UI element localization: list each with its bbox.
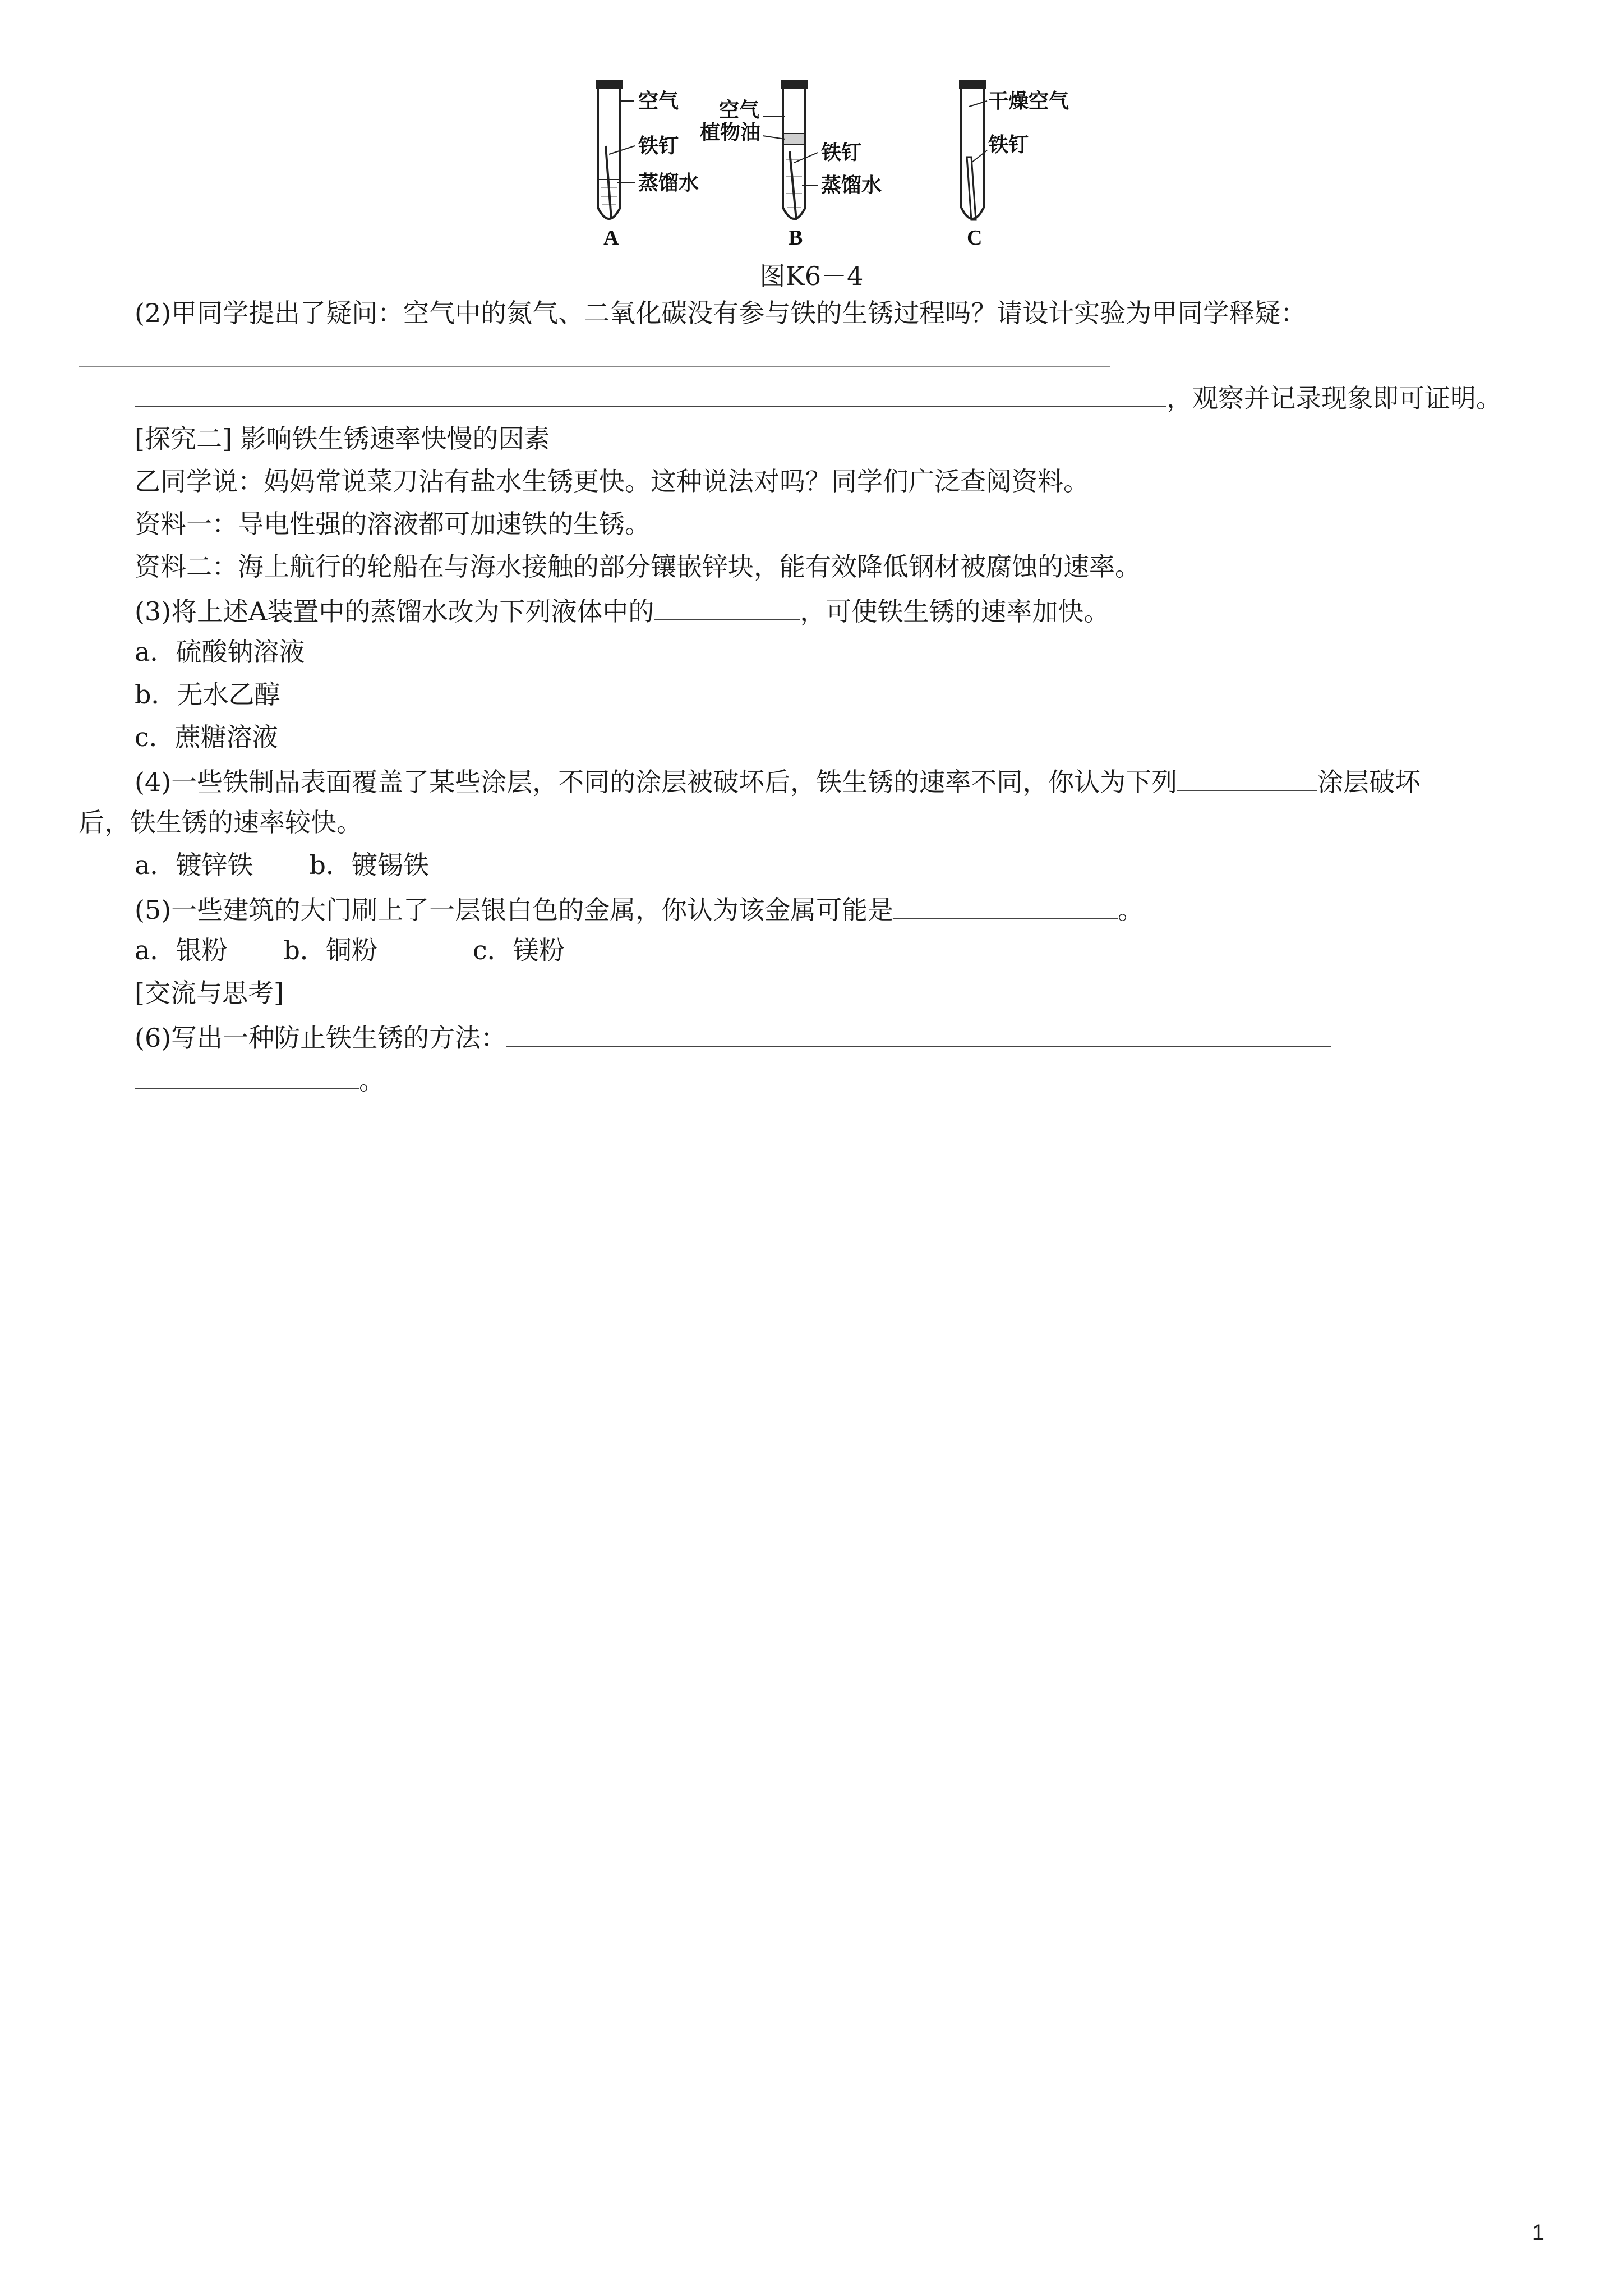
tube-a-letter: A (603, 226, 619, 250)
q3-suffix: ，可使铁生锈的速率加快。 (800, 596, 1110, 627)
q3-prefix: (3)将上述A装置中的蒸馏水改为下列液体中的 (135, 596, 654, 627)
q3-option-c: c．蔗糖溶液 (135, 722, 278, 752)
tube-c-glass (961, 89, 984, 219)
page-number: 1 (1532, 2220, 1544, 2245)
q4-option-b: b．镀锡铁 (309, 850, 429, 880)
q2-answer-blank[interactable] (135, 379, 1166, 407)
tube-b-label-oil: 植物油 (700, 121, 761, 144)
q5-text (135, 891, 1144, 927)
q5-prefix: (5)一些建筑的大门刷上了一层银白色的金属，你认为该金属可能是 (135, 895, 894, 925)
q4-text (135, 763, 1421, 799)
tube-a-label-water: 蒸馏水 (638, 172, 699, 195)
q5-suffix: 。 (1118, 895, 1144, 925)
q5-option-a: a．银粉 (135, 935, 228, 965)
tube-c-stopper (959, 80, 986, 89)
tube-a (596, 80, 699, 250)
q6-answer-blank[interactable] (506, 1019, 1331, 1047)
q4-options (135, 848, 429, 882)
material-one: 资料一：导电性强的溶液都可加速铁的生锈。 (135, 509, 651, 539)
tube-b-oil-layer (784, 134, 804, 145)
tube-a-label-air: 空气 (638, 90, 679, 113)
tube-c (959, 80, 1069, 250)
tube-c-nail (967, 157, 976, 220)
q6-text (135, 1019, 1331, 1055)
discussion-heading: [交流与思考] (135, 978, 284, 1008)
q3-answer-blank[interactable] (654, 592, 800, 620)
tube-b-label-air: 空气 (719, 99, 760, 122)
tube-a-stopper (596, 80, 623, 89)
q6-end: 。 (359, 1065, 385, 1096)
test-tube-diagram (572, 67, 1110, 269)
tube-b-label-nail: 铁钉 (821, 141, 862, 164)
q5-option-c: c．镁粉 (472, 935, 565, 965)
tube-b-stopper (781, 80, 808, 89)
test-tube-figure (572, 67, 1110, 269)
q6-answer-blank-2[interactable] (135, 1061, 359, 1089)
explore2-intro: 乙同学说：妈妈常说菜刀沾有盐水生锈更快。这种说法对吗？同学们广泛查阅资料。 (135, 466, 1089, 496)
tube-b-label-water: 蒸馏水 (821, 174, 882, 197)
q3-option-a: a．硫酸钠溶液 (135, 637, 305, 667)
q4-option-a: a．镀锌铁 (135, 850, 253, 880)
q3-text (135, 592, 1109, 628)
q4-prefix: (4)一些铁制品表面覆盖了某些涂层，不同的涂层被破坏后，铁生锈的速率不同，你认为下列 (135, 767, 1178, 797)
tube-b (700, 80, 882, 250)
q6-prefix: (6)写出一种防止铁生锈的方法： (135, 1023, 507, 1053)
q2-tail: ，观察并记录现象即可证明。 (1166, 383, 1502, 413)
q4-line2: 后，铁生锈的速率较快。 (79, 807, 362, 838)
tube-a-label-nail: 铁钉 (638, 135, 679, 158)
q6-line2 (135, 1061, 385, 1097)
q2-text: (2)甲同学提出了疑问：空气中的氮气、二氧化碳没有参与铁的生锈过程吗？请设计实验为甲同学释疑： (135, 298, 1307, 328)
q5-options (135, 933, 565, 967)
tube-c-letter: C (967, 226, 983, 250)
q5-option-b: b．铜粉 (283, 935, 377, 965)
q2-line2 (135, 379, 1502, 415)
q4-suffix: 涂层破坏 (1317, 767, 1421, 797)
q3-option-b: b．无水乙醇 (135, 679, 280, 710)
tube-c-label-nail: 铁钉 (988, 134, 1029, 157)
explore2-heading: [探究二] 影响铁生锈速率快慢的因素 (135, 424, 550, 454)
q5-answer-blank[interactable] (893, 891, 1118, 919)
material-two: 资料二：海上航行的轮船在与海水接触的部分镶嵌锌块，能有效降低钢材被腐蚀的速率。 (135, 551, 1141, 582)
tube-b-letter: B (789, 226, 803, 250)
figure-caption: 图K6－4 (759, 261, 864, 291)
tube-c-label-dry-air: 干燥空气 (988, 90, 1069, 113)
q2-answer-line[interactable] (79, 366, 1110, 367)
q4-answer-blank[interactable] (1177, 763, 1317, 791)
tube-a-nail (606, 146, 611, 219)
